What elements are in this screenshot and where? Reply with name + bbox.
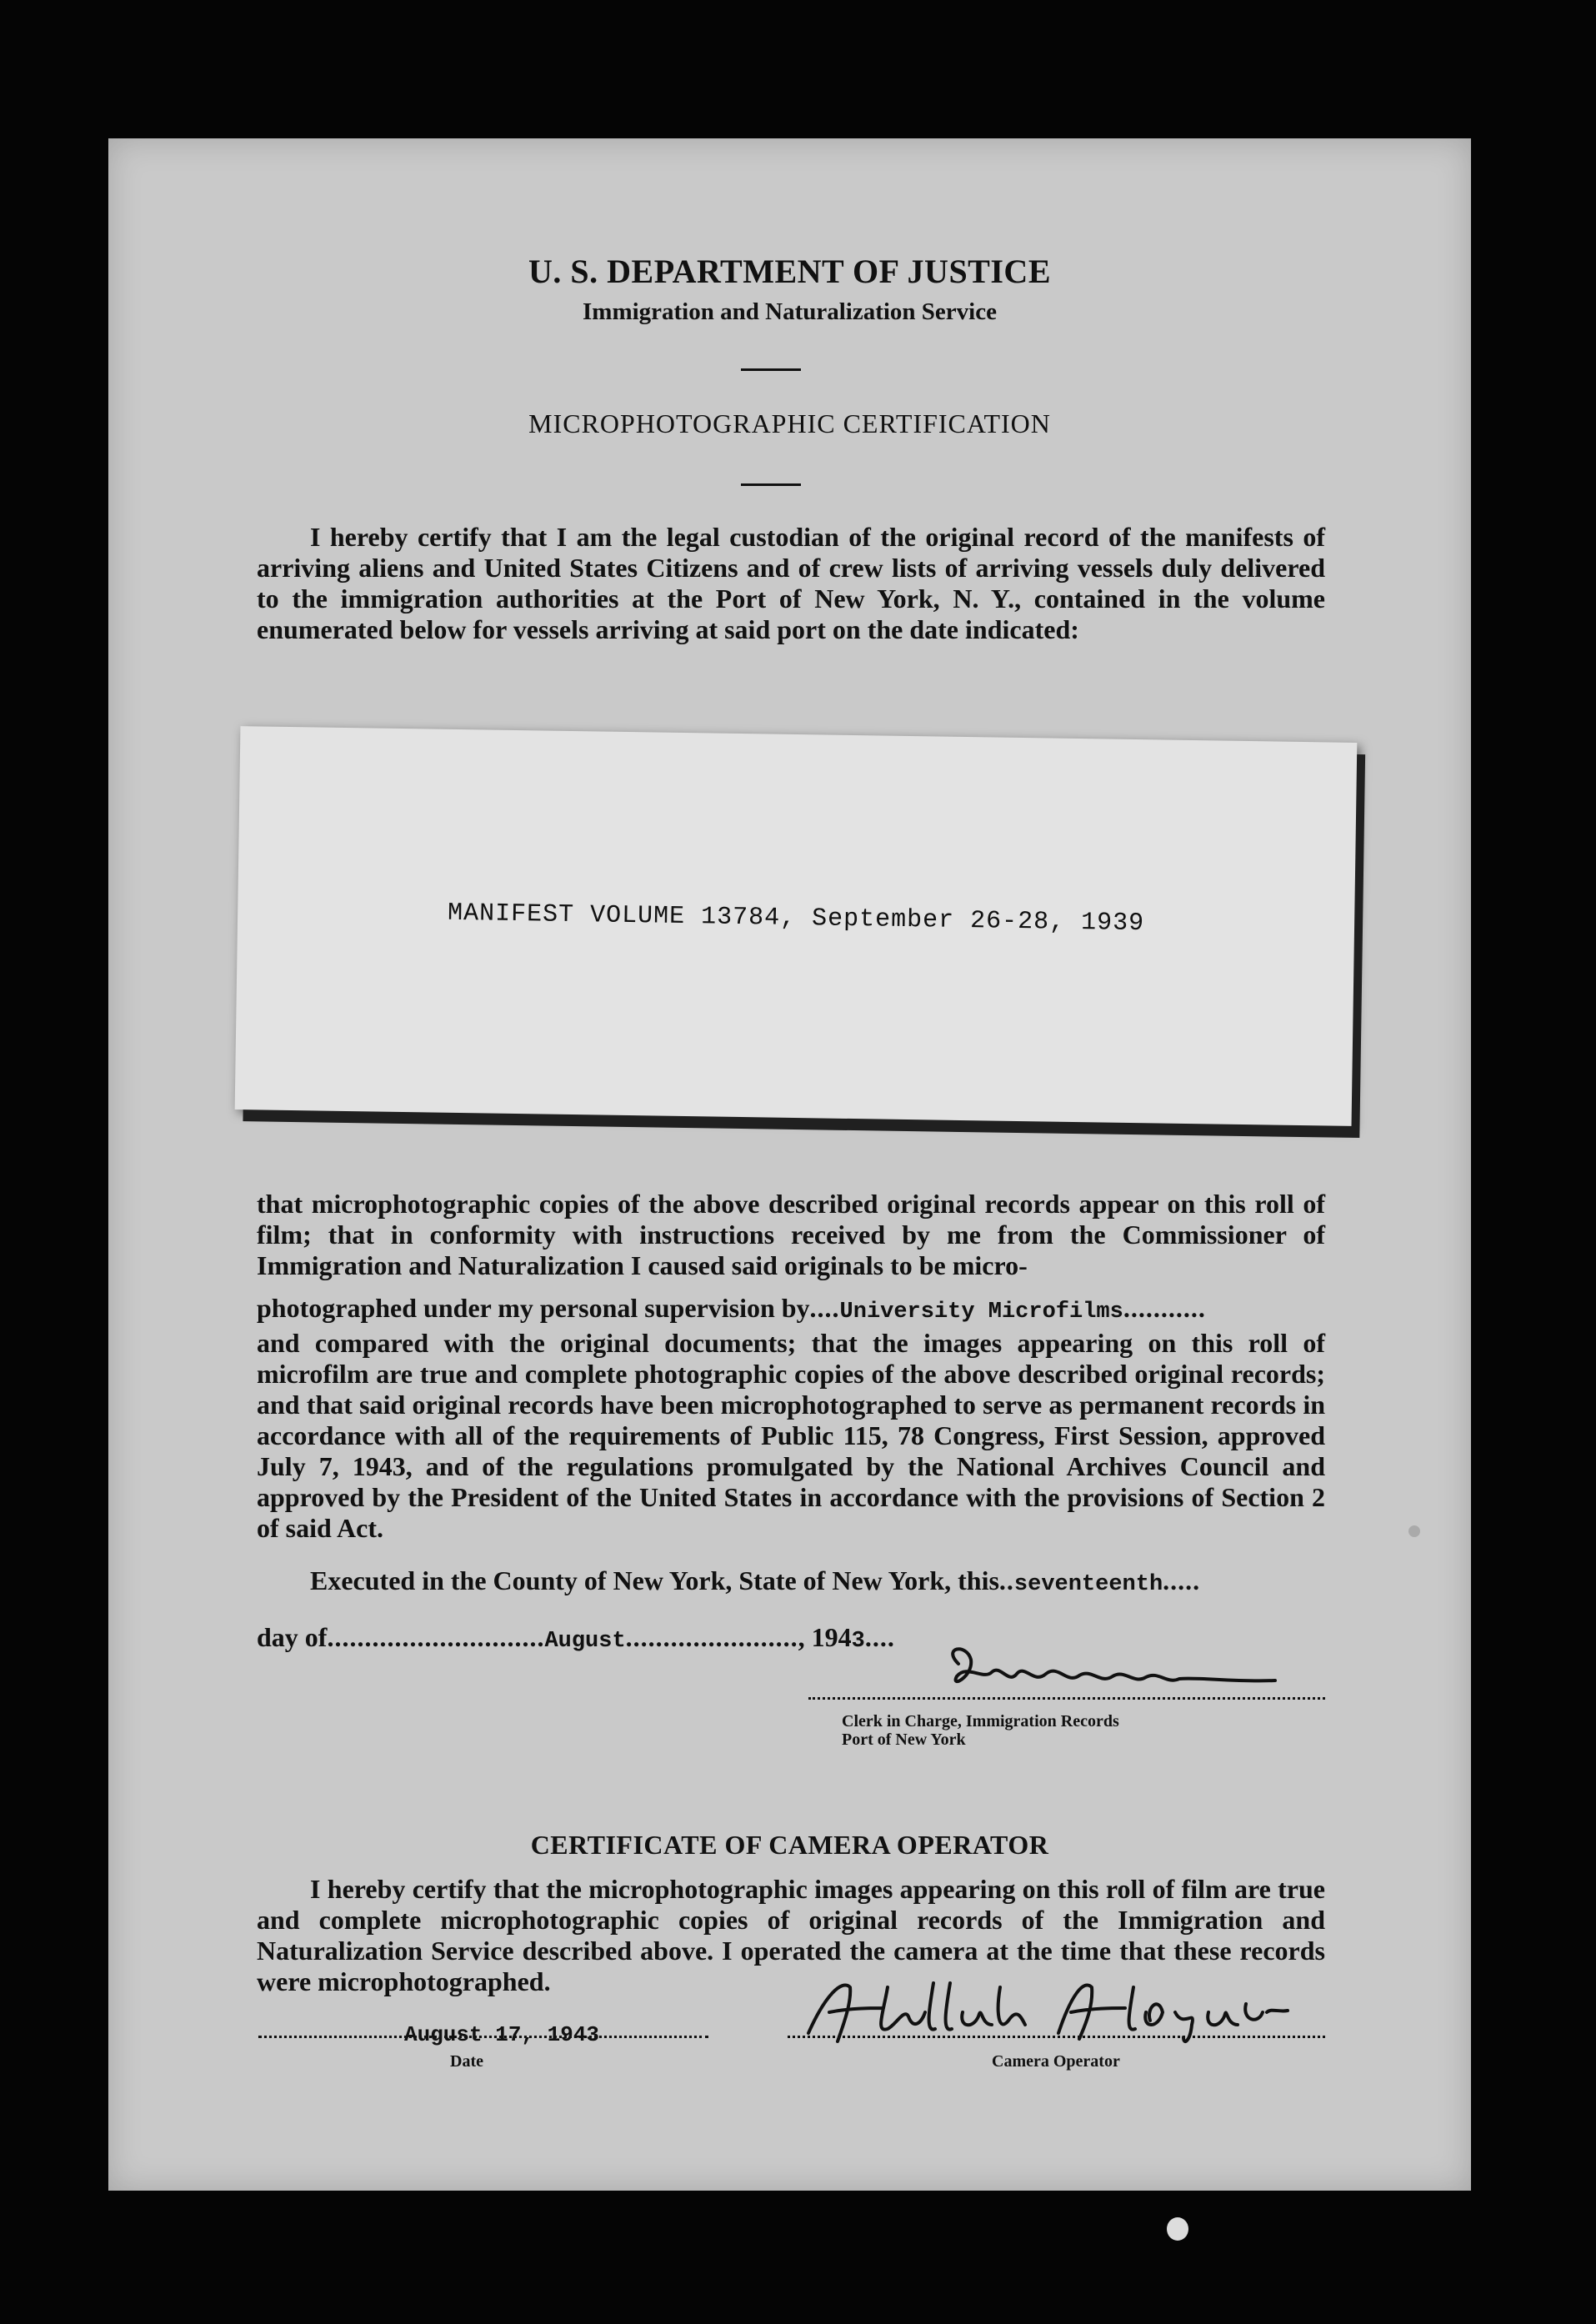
month-value: August (544, 1629, 626, 1654)
certificate-sheet (108, 138, 1471, 2191)
executed-line: Executed in the County of New York, State of New York, this..seventeenth..... (310, 1565, 1201, 1597)
day-value: seventeenth (1013, 1572, 1163, 1597)
film-speck (1167, 2217, 1188, 2241)
operator-label: Camera Operator (992, 2052, 1120, 2071)
department-heading: U. S. DEPARTMENT OF JUSTICE (528, 253, 1051, 290)
volume-slip (235, 726, 1358, 1126)
form-title: MICROPHOTOGRAPHIC CERTIFICATION (528, 408, 1051, 438)
clerk-signature (933, 1639, 1283, 1705)
day-of-line: day of.............................August......................., 1943.... (257, 1622, 895, 1654)
clerk-location: Port of New York (842, 1730, 966, 1749)
certification-body (257, 1189, 1325, 1544)
operator-signature-line (788, 2036, 1325, 2038)
divider (741, 368, 801, 371)
supervisor-line: photographed under my personal supervision by....University Microfilms........... (257, 1293, 1206, 1325)
clerk-title: Clerk in Charge, Immigration Records (842, 1712, 1119, 1730)
body-prefix: photographed under my personal supervision by (257, 1293, 810, 1323)
service-subheading: Immigration and Naturalization Service (583, 298, 997, 325)
volume-slip-text: MANIFEST VOLUME 13784, September 26-28, 1939 (447, 899, 1145, 939)
supervisor-value: University Microfilms (839, 1300, 1123, 1325)
executed-prefix: Executed in the County of New York, State of New York, this (310, 1565, 999, 1595)
clerk-title-block (842, 1712, 1119, 1749)
date-label: Date (450, 2052, 483, 2071)
day-of-label: day of (257, 1622, 328, 1652)
clerk-signature-line (808, 1697, 1325, 1700)
divider (741, 483, 801, 486)
body-paragraph-3: and compared with the original documents; that the images appearing on this roll of microfilm are true and complete photographic copies of the above described original records; and that said original records have been microphotographed to serve as permanent records in accordance with all of the requirements of Public 115, 78 Congress, First Session, approved July 7, 1943, and of the regulations promulgated by the National Archives Council and approved by the President of the United States in accordance with the provisions of Section 2 of said Act. (257, 1328, 1325, 1543)
year-digit: 3 (851, 1629, 865, 1654)
operator-signature (792, 1962, 1292, 2054)
film-speck (1408, 1525, 1420, 1537)
camera-certificate-text: I hereby certify that the microphotographic images appearing on this roll of film are true and complete microphotographic copies of original records of the Immigration and Naturalization Service described above. I operated the camera at the time that these records were microphotographed. (257, 1874, 1325, 1996)
body-paragraph-1: that microphotographic copies of the above described original records appear on this roll of film; that in conformity with instructions received by me from the Commissioner of Immigration and Naturalization I caused said originals to be micro- (257, 1189, 1325, 1280)
camera-certificate-title: CERTIFICATE OF CAMERA OPERATOR (530, 1830, 1049, 1860)
year-prefix: , 194 (798, 1622, 852, 1652)
date-value: August 17, 1943 (404, 2022, 600, 2047)
intro-paragraph: I hereby certify that I am the legal custodian of the original record of the manifests of arriving aliens and United States Citizens and of crew lists of arriving vessels duly delivered to the immigration authorities at the Port of New York, N. Y., contained in the volume enumerated below for vessels arriving at said port on the date indicated: (257, 522, 1325, 644)
